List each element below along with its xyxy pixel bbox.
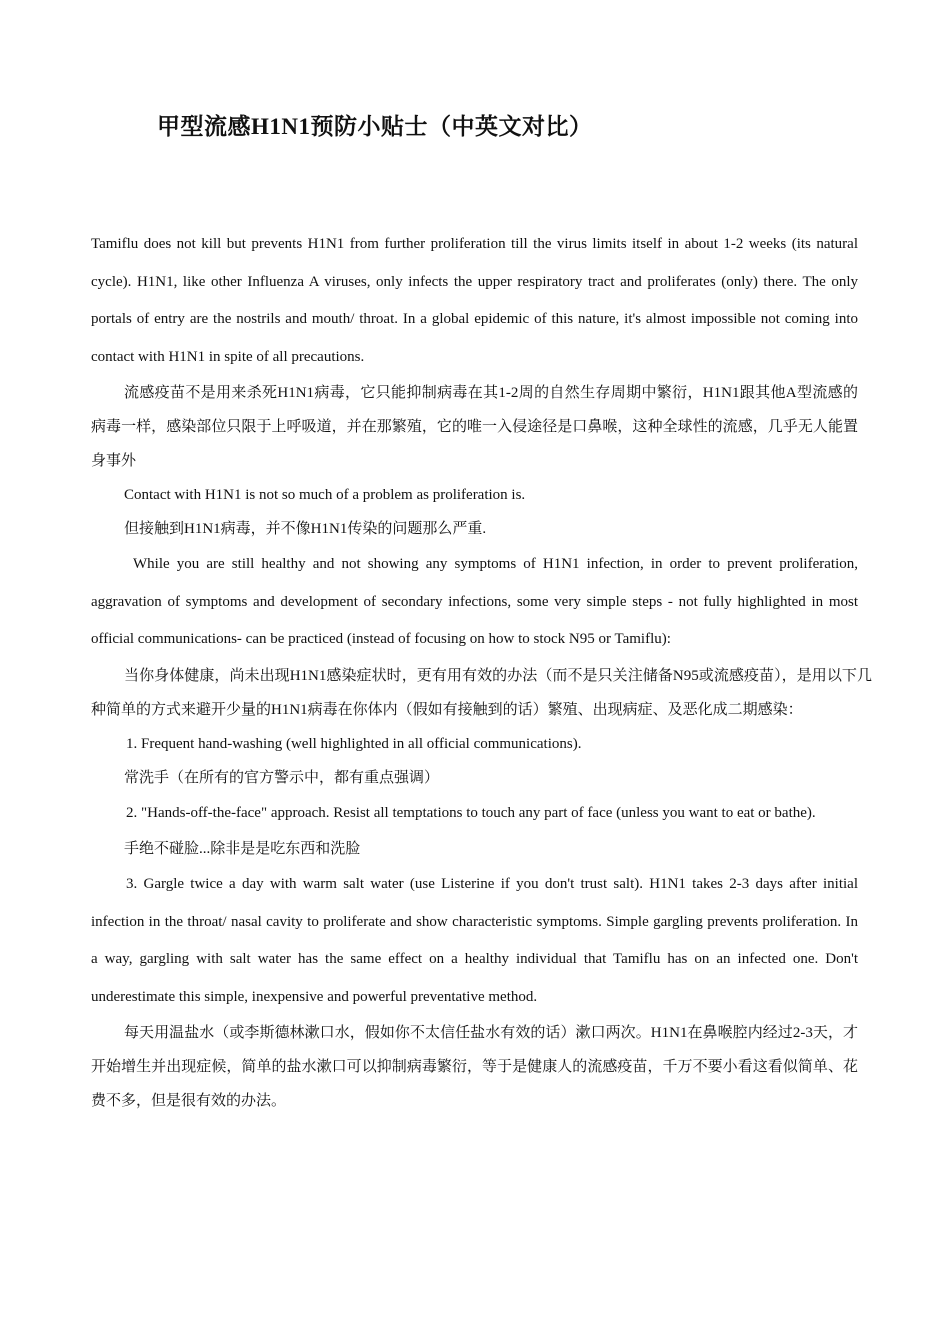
tip-1-en: 1. Frequent hand-washing (well highlighted in all official communications). [126, 735, 582, 752]
tip-2-en: 2. "Hands-off-the-face" approach. Resist all temptations to touch any part of face (unless you want to eat or bathe). [126, 804, 816, 821]
paragraph-tamiflu-zh: 流感疫苗不是用来杀死H1N1病毒，它只能抑制病毒在其1-2周的自然生存周期中繁衍，H1N1跟其他A型流感的病毒一样，感染部位只限于上呼吸道，并在那繁殖，它的唯一入侵途径是口鼻喉，这种全球性的流感，几乎无人能置身事外 [91, 385, 858, 469]
document-title: 甲型流感H1N1预防小贴士（中英文对比） [157, 114, 593, 139]
document-body [91, 226, 872, 1118]
paragraph-contact-zh: 但接触到H1N1病毒，并不像H1N1传染的问题那么严重. [124, 521, 487, 537]
tip-1-zh: 常洗手（在所有的官方警示中，都有重点强调） [124, 769, 440, 786]
tip-3-zh: 每天用温盐水（或李斯德林漱口水，假如你不太信任盐水有效的话）漱口两次。H1N1在鼻喉腔内经过2-3天，才开始增生并出现症候，简单的盐水漱口可以抑制病毒繁衍，等于是健康人的流感疫苗，千万不要小看这看似简单、花费不多，但是很有效的办法。 [91, 1025, 858, 1109]
paragraph-healthy-en: While you are still healthy and not showing any symptoms of H1N1 infection, in order to prevent proliferation, aggravation of symptoms and development of secondary infections, some very simple steps - not fully highlighted in most official communications- can be practiced (instead of focusing on how to stock N95 or Tamiflu): [91, 556, 858, 647]
paragraph-contact-en: Contact with H1N1 is not so much of a problem as proliferation is. [124, 487, 526, 503]
paragraph-tamiflu-en: Tamiflu does not kill but prevents H1N1 from further proliferation till the virus limits itself in about 1-2 weeks (its natural cycle). H1N1, like other Influenza A viruses, only infects the upper respiratory tract and proliferates (only) there. The only portals of entry are the nostrils and mouth/ throat. In a global epidemic of this nature, it's almost impossible not coming into contact with H1N1 in spite of all precautions. [91, 236, 858, 365]
tip-2-zh: 手绝不碰脸...除非是是吃东西和洗脸 [124, 841, 361, 857]
tip-3-en: 3. Gargle twice a day with warm salt water (use Listerine if you don't trust salt). H1N1 takes 2-3 days after initial infection in the throat/ nasal cavity to proliferate and show characteristic symptoms. Simple gargling prevents proliferation. In a way, gargling with salt water has the same effect on a healthy individual that Tamiflu has on an infected one. Don't underestimate this simple, inexpensive and powerful preventative method. [91, 876, 858, 1005]
paragraph-healthy-zh: 当你身体健康，尚未出现H1N1感染症状时，更有用有效的办法（而不是只关注储备N95或流感疫苗），是用以下几种简单的方式来避开少量的H1N1病毒在你体内（假如有接触到的话）繁殖、出现病症、及恶化成二期感染： [91, 667, 872, 718]
